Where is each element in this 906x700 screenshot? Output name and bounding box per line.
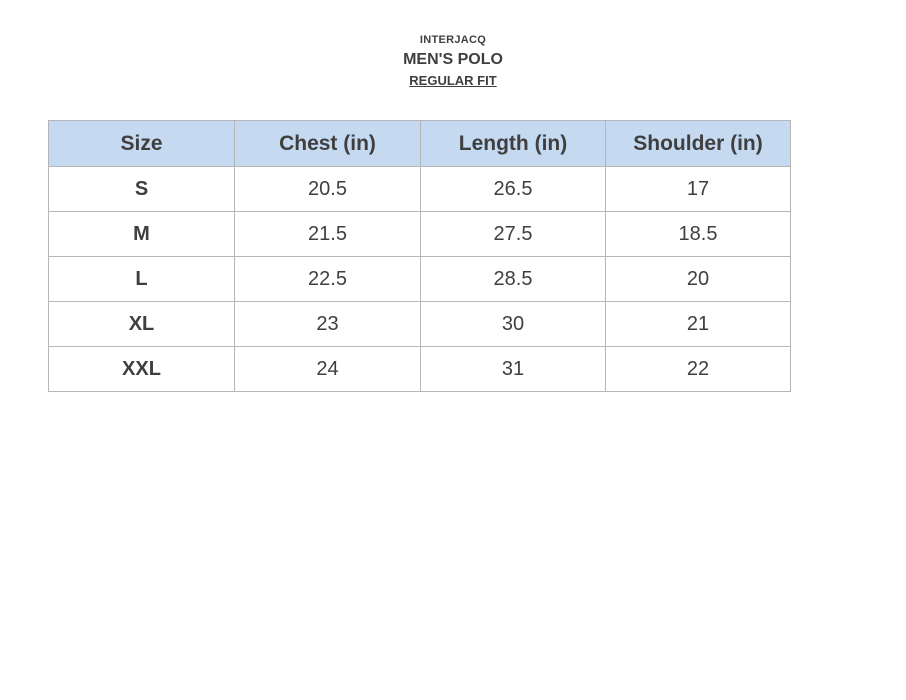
table-row: [49, 257, 791, 302]
column-header-chest: Chest (in): [235, 121, 421, 167]
cell-length: 31: [421, 347, 606, 392]
cell-size: XXL: [49, 347, 235, 392]
column-header-shoulder: Shoulder (in): [606, 121, 791, 167]
document-header: [0, 0, 906, 90]
cell-length: 27.5: [421, 212, 606, 257]
cell-shoulder: 22: [606, 347, 791, 392]
cell-size: XL: [49, 302, 235, 347]
cell-chest: 20.5: [235, 167, 421, 212]
column-header-size: Size: [49, 121, 235, 167]
cell-length: 30: [421, 302, 606, 347]
table-header-row-group: [49, 121, 791, 167]
size-table: [48, 120, 791, 392]
cell-chest: 21.5: [235, 212, 421, 257]
cell-chest: 24: [235, 347, 421, 392]
fit-subtitle: REGULAR FIT: [409, 73, 497, 88]
cell-length: 26.5: [421, 167, 606, 212]
table-row: [49, 167, 791, 212]
cell-size: S: [49, 167, 235, 212]
cell-shoulder: 20: [606, 257, 791, 302]
cell-shoulder: 18.5: [606, 212, 791, 257]
column-header-length: Length (in): [421, 121, 606, 167]
size-table-container: [48, 120, 790, 392]
table-row: [49, 302, 791, 347]
table-body: [49, 167, 791, 392]
brand-name: INTERJACQ: [419, 34, 487, 46]
cell-length: 28.5: [421, 257, 606, 302]
cell-chest: 22.5: [235, 257, 421, 302]
cell-size: M: [49, 212, 235, 257]
cell-shoulder: 17: [606, 167, 791, 212]
table-header-row: [49, 121, 791, 167]
table-row: [49, 347, 791, 392]
cell-size: L: [49, 257, 235, 302]
table-row: [49, 212, 791, 257]
cell-shoulder: 21: [606, 302, 791, 347]
cell-chest: 23: [235, 302, 421, 347]
product-title: MEN'S POLO: [403, 51, 503, 68]
